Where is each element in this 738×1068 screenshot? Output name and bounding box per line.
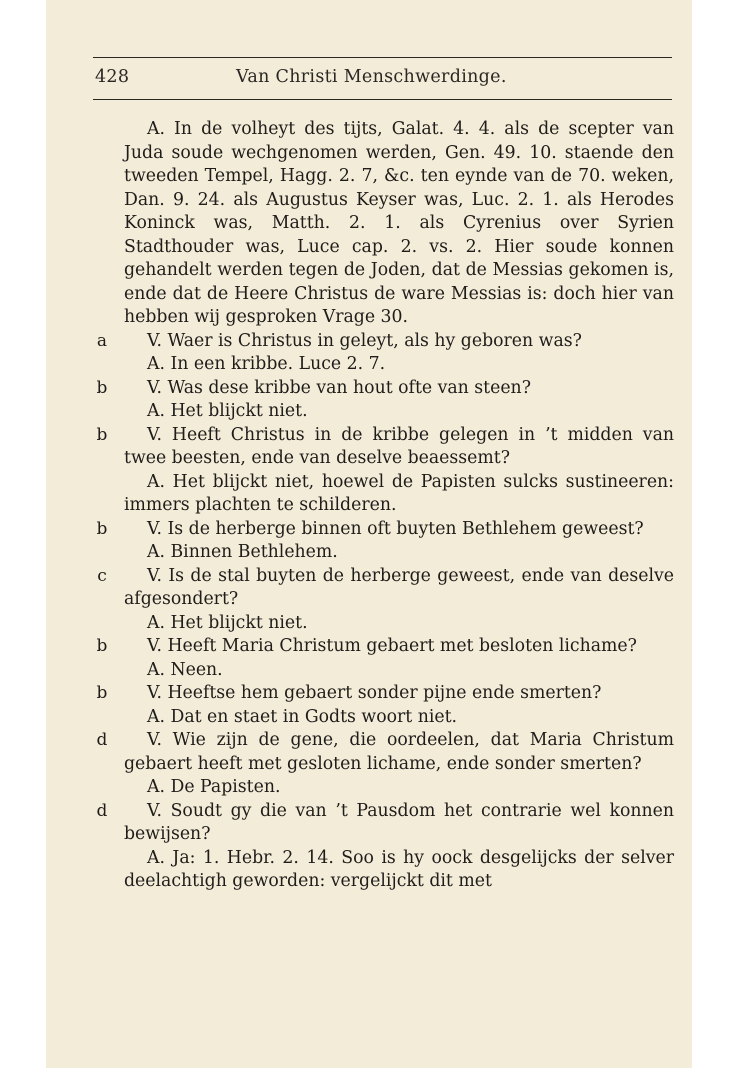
answer-paragraph (124, 706, 674, 730)
paragraph-text: V. Is de herberge binnen oft buyten Bethlehem geweest? (147, 518, 644, 539)
paragraph-text: A. Binnen Bethlehem. (147, 542, 338, 562)
question-paragraph (96, 518, 674, 542)
paragraph-text: V. Waer is Christus in geleyt, als hy geboren was? (147, 330, 582, 351)
running-title: Van Christi Menschwerdinge. (236, 67, 507, 87)
answer-paragraph (124, 118, 674, 330)
paragraph-text: V. Heeft Christus in de kribbe gelegen in ’t midden van twee beesten, ende van deselve beaessemt? (124, 424, 674, 468)
question-paragraph (96, 377, 674, 401)
answer-paragraph (124, 471, 674, 518)
paragraph-text: A. In de volheyt des tijts, Galat. 4. 4. als de scepter van Juda soude wechgenomen werden, Gen. 49. 10. staende den tweeden Tempel, Hagg. 2. 7, &c. ten eynde van de 70. weken, Dan. 9. 24. als Augustus Keyser was, Luc. 2. 1. als Herodes Koninck was, Matth. 2. 1. als Cyrenius over Syrien Stadthouder was, Luce cap. 2. vs. 2. Hier soude konnen gehandelt werden tegen de Joden, dat de Messias gekomen is, ende dat de Heere Christus de ware Messias is: doch hier van hebben wij gesproken Vrage 30. (124, 119, 674, 327)
paragraph-text: A. Dat en staet in Godts woort niet. (147, 706, 458, 727)
answer-paragraph (124, 353, 674, 377)
paragraph-text: V. Was dese kribbe van hout ofte van steen? (147, 377, 531, 398)
answer-paragraph (124, 612, 674, 636)
answer-paragraph (124, 400, 674, 424)
question-paragraph (97, 565, 674, 612)
margin-note-marker: b (96, 683, 108, 703)
margin-note-marker: b (96, 636, 108, 656)
margin-note-marker: b (96, 518, 108, 539)
margin-note-marker: b (96, 377, 108, 398)
answer-paragraph (124, 659, 674, 683)
paragraph-text: A. De Papisten. (147, 777, 281, 797)
paragraph-text: V. Soudt gy die van ’t Pausdom het contrarie wel konnen bewijsen? (124, 800, 674, 844)
answer-paragraph (124, 541, 674, 565)
question-paragraph (96, 424, 674, 471)
question-paragraph (96, 682, 674, 706)
margin-note-marker: b (96, 424, 108, 445)
question-paragraph (96, 635, 674, 659)
paragraph-text: V. Heeftse hem gebaert sonder pijne ende smerten? (147, 683, 602, 703)
question-paragraph (96, 330, 674, 354)
answer-paragraph (124, 776, 674, 800)
question-paragraph (96, 800, 674, 847)
answer-paragraph (124, 847, 674, 894)
header-top-rule (93, 57, 672, 58)
paragraph-text: A. Het blijckt niet. (147, 612, 308, 633)
page-number: 428 (95, 67, 130, 87)
question-paragraph (96, 729, 674, 776)
paragraph-text: V. Is de stal buyten de herberge geweest, ende van deselve afgesondert? (124, 565, 674, 609)
page-body (96, 118, 674, 894)
paragraph-text: A. Het blijckt niet. (147, 401, 308, 421)
paragraph-text: A. Ja: 1. Hebr. 2. 14. Soo is hy oock desgelijcks der selver deelachtigh geworden: vergelijckt dit met (124, 847, 674, 891)
paragraph-text: A. In een kribbe. Luce 2. 7. (147, 354, 386, 374)
margin-note-marker: c (97, 565, 107, 586)
header-bottom-rule (93, 99, 672, 100)
paragraph-text: A. Het blijckt niet, hoewel de Papisten sulcks sustineeren: immers plachten te schilderen. (124, 471, 674, 515)
paragraph-text: A. Neen. (147, 659, 223, 680)
paragraph-text: V. Heeft Maria Christum gebaert met besloten lichame? (147, 636, 637, 656)
margin-note-marker: a (96, 330, 108, 351)
margin-note-marker: d (96, 800, 108, 821)
paragraph-text: V. Wie zijn de gene, die oordeelen, dat Maria Christum gebaert heeft met gesloten lichame, ende sonder smerten? (124, 730, 674, 774)
margin-note-marker: d (96, 730, 108, 750)
